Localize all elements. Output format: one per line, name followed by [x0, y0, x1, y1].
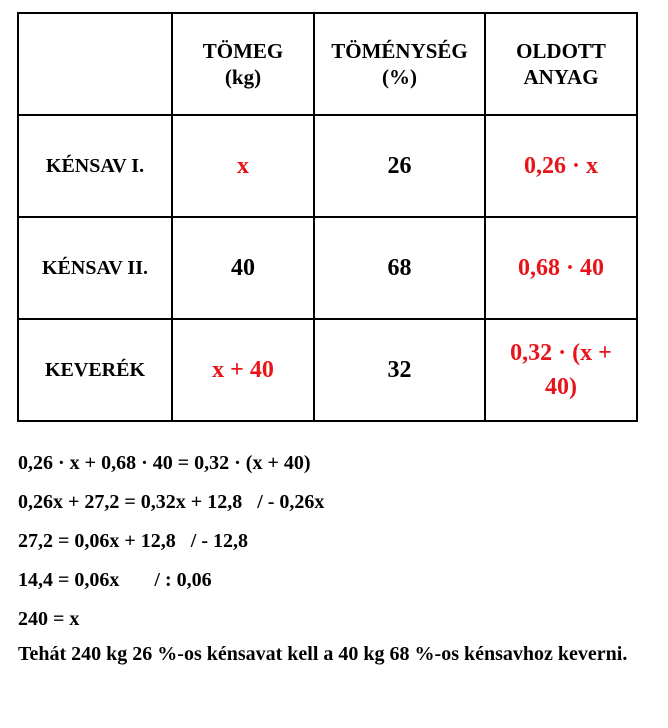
- row-label: KÉNSAV I.: [18, 115, 172, 217]
- equation-step: 27,2 = 0,06x + 12,8 / - 12,8: [18, 530, 249, 552]
- table-row: [18, 217, 637, 319]
- concentration-cell: 26: [314, 115, 485, 217]
- table-header-row: [18, 13, 637, 115]
- equation-step: 14,4 = 0,06x / : 0,06: [18, 569, 212, 591]
- table-row: [18, 115, 637, 217]
- header-empty-cell: [18, 13, 172, 115]
- row-label: KÉNSAV II.: [18, 217, 172, 319]
- mass-cell: x + 40: [172, 319, 314, 421]
- mass-cell: x: [172, 115, 314, 217]
- conclusion-text: Tehát 240 kg 26 %-os kénsavat kell a 40 kg 68 %-os kénsavhoz keverni.: [18, 643, 628, 665]
- equation-step: 0,26x + 27,2 = 0,32x + 12,8 / - 0,26x: [18, 491, 325, 513]
- header-solute-label: OLDOTT ANYAG: [516, 39, 606, 89]
- row-label: KEVERÉK: [18, 319, 172, 421]
- concentration-cell: 68: [314, 217, 485, 319]
- mixture-table: [17, 12, 638, 422]
- solute-cell: [485, 319, 637, 421]
- table-row: [18, 319, 637, 421]
- equation-step: 240 = x: [18, 608, 80, 630]
- solute-cell: 0,26 · x: [485, 115, 637, 217]
- solute-cell: 0,68 · 40: [485, 217, 637, 319]
- solution-steps: [18, 449, 638, 668]
- mass-cell: 40: [172, 217, 314, 319]
- header-mass-label: TÖMEG (kg): [202, 39, 284, 89]
- header-mass: [172, 13, 314, 115]
- concentration-cell: 32: [314, 319, 485, 421]
- solute-cell-text: 0,32 · (x + 40): [510, 340, 612, 400]
- header-solute: [485, 13, 637, 115]
- header-concentration-label: TÖMÉNYSÉG (%): [331, 39, 468, 89]
- equation-step: 0,26 · x + 0,68 · 40 = 0,32 · (x + 40): [18, 452, 311, 474]
- header-concentration: [314, 13, 485, 115]
